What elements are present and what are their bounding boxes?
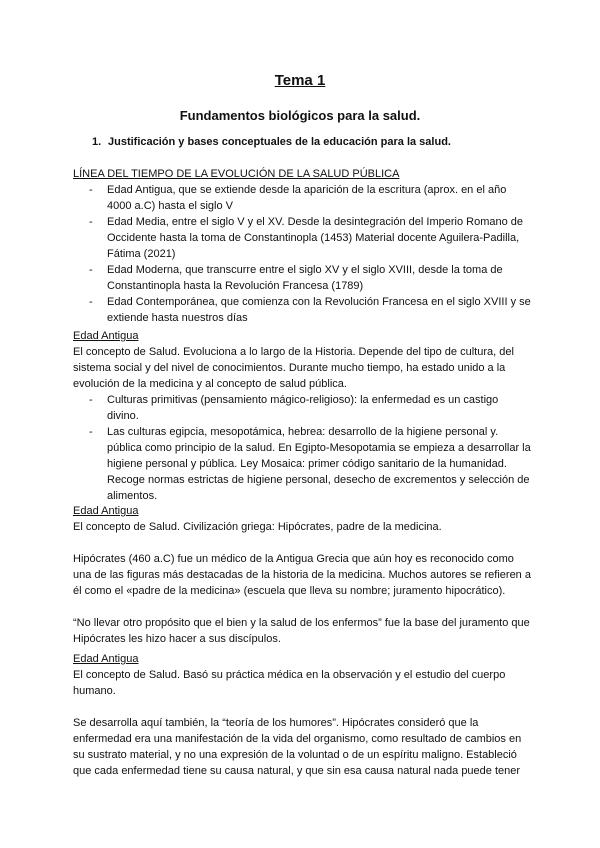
dash-bullet: - bbox=[89, 296, 93, 308]
section-heading bbox=[92, 136, 562, 148]
dash-bullet: - bbox=[89, 216, 93, 228]
list-item-text: Edad Antigua, que se extiende desde la aparición de la escritura (aprox. en el año 4000 a.C) hasta el siglo V bbox=[107, 184, 507, 212]
list-item-text: Edad Media, entre el siglo V y el XV. Desde la desintegración del Imperio Romano de Occidente hasta la toma de Constantinopla (1453) Material docente Aguilera-Padilla, Fátima (2021) bbox=[107, 216, 524, 260]
culture-list bbox=[73, 392, 533, 504]
paragraph: El concepto de Salud. Evoluciona a lo largo de la Historia. Depende del tipo de cultura, del sistema social y del nivel de conocimientos. Durante mucho tiempo, ha estado unido a la evolución de la medicina y al concepto de salud pública. bbox=[73, 346, 514, 390]
list-item-text: Edad Moderna, que transcurre entre el siglo XV y el siglo XVIII, desde la toma de Constantinopla hasta la Revolución Francesa (1789) bbox=[107, 264, 503, 292]
section-heading-edad-antigua: Edad Antigua bbox=[73, 330, 139, 342]
dash-bullet: - bbox=[89, 184, 93, 196]
timeline-heading: LÍNEA DEL TIEMPO DE LA EVOLUCIÓN DE LA SALUD PÚBLICA bbox=[73, 168, 400, 180]
list-item bbox=[73, 424, 533, 504]
paragraph: El concepto de Salud. Basó su práctica médica en la observación y el estudio del cuerpo humano. bbox=[73, 669, 506, 697]
list-item bbox=[73, 392, 533, 424]
page-title: Tema 1 bbox=[274, 72, 326, 89]
dash-bullet: - bbox=[89, 426, 93, 438]
list-item bbox=[73, 214, 533, 262]
section-heading-edad-antigua: Edad Antigua bbox=[73, 653, 139, 665]
edad-antigua-section-1 bbox=[73, 328, 533, 504]
paragraph: Hipócrates (460 a.C) fue un médico de la Antigua Grecia que aún hoy es reconocido como una de las figuras más destacadas de la historia de la medicina. Muchos autores se refieren a él como el «padre de la medicina» (escuela que lleva su nombre; juramento hipocrático). bbox=[73, 553, 531, 597]
page-subtitle: Fundamentos biológicos para la salud. bbox=[179, 108, 421, 123]
dash-bullet: - bbox=[89, 264, 93, 276]
list-item bbox=[73, 182, 533, 214]
section-heading-text: Justificación y bases conceptuales de la educación para la salud. bbox=[108, 136, 451, 148]
edad-antigua-section-3 bbox=[73, 651, 533, 779]
paragraph: El concepto de Salud. Civilización griega: Hipócrates, padre de la medicina. bbox=[73, 521, 442, 533]
edad-antigua-section-2 bbox=[73, 503, 533, 647]
paragraph: “No llevar otro propósito que el bien y la salud de los enfermos” fue la base del juramento que Hipócrates les hizo hacer a sus discípulos. bbox=[73, 617, 530, 645]
list-item-text: Culturas primitivas (pensamiento mágico-religioso): la enfermedad es un castigo divino. bbox=[107, 394, 499, 422]
list-item-text: Edad Contemporánea, que comienza con la Revolución Francesa en el siglo XVIII y se extiende hasta nuestros días bbox=[107, 296, 531, 324]
list-item bbox=[73, 294, 533, 326]
section-heading-edad-antigua: Edad Antigua bbox=[73, 505, 139, 517]
section-number: 1. bbox=[92, 136, 102, 148]
list-item bbox=[73, 262, 533, 294]
dash-bullet: - bbox=[89, 394, 93, 406]
paragraph: Se desarrolla aquí también, la “teoría de los humores”. Hipócrates consideró que la enfermedad era una manifestación de la vida del organismo, como resultado de cambios en su sustrato material, y no una expresión de la voluntad o de un espíritu maligno. Estableció que cada enfermedad tiene su causa natural, y que sin esa causa natural nada puede tener bbox=[73, 717, 522, 777]
list-item-text: Las culturas egipcia, mesopotámica, hebrea: desarrollo de la higiene personal y. pública como principio de la salud. En Egipto-Mesopotamia se empieza a desarrollar la higiene personal y pública. Ley Mosaica: primer código sanitario de la humanidad. Recoge normas estrictas de higiene personal, desecho de excrementos y selección de alimentos. bbox=[107, 426, 531, 502]
timeline-section bbox=[73, 166, 533, 326]
timeline-list bbox=[73, 182, 533, 326]
